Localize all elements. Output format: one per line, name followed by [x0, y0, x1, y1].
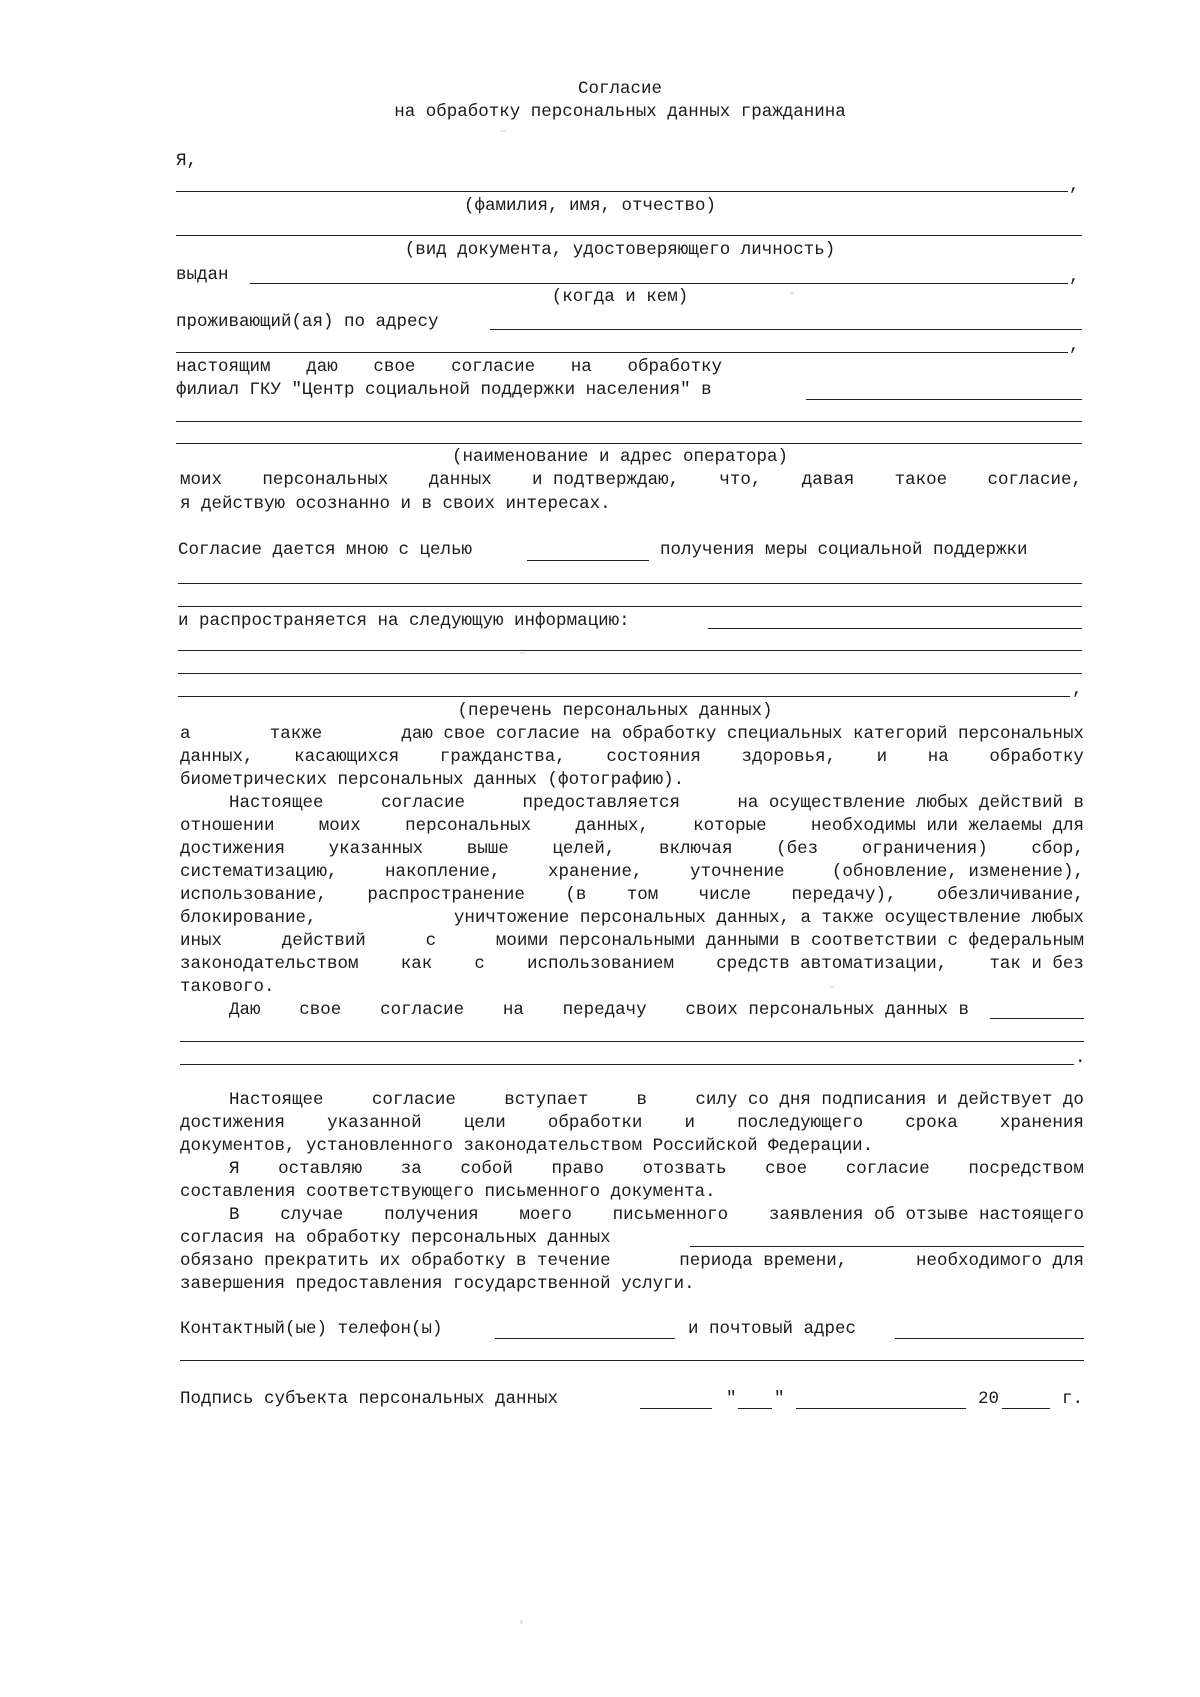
actions-line-9: такового.	[180, 977, 275, 997]
withdrawal-operator-line[interactable]	[690, 1246, 1084, 1247]
ya-label: Я,	[176, 151, 198, 171]
transfer-text: Даю свое согласие на передачу своих персональных данных в	[229, 1000, 969, 1020]
consent-intro: настоящим даю свое согласие на обработку	[176, 357, 722, 377]
actions-line-5: использование, распространение (в том числе передачу), обезличивание,	[180, 885, 1084, 905]
phone-line[interactable]	[495, 1338, 675, 1339]
withdrawal-line-1: В случае получения моего письменного заявления об отзыве настоящего	[229, 1205, 1084, 1225]
address-line-2[interactable]	[176, 352, 1068, 353]
actions-line-6: блокирование, уничтожение персональных данных, а также осуществление любых	[180, 908, 1084, 928]
address-label: проживающий(ая) по адресу	[176, 312, 439, 332]
branch-label: филиал ГКУ "Центр социальной поддержки населения" в	[176, 380, 712, 400]
actions-line-7: иных действий с моими персональными данными в соответствии с федеральным	[180, 931, 1084, 951]
scan-speck	[500, 130, 506, 132]
purpose-line[interactable]	[527, 560, 649, 561]
transfer-line-3[interactable]	[180, 1064, 1074, 1065]
withdrawal-line-2: согласия на обработку персональных данных	[180, 1228, 611, 1248]
operator-caption: (наименование и адрес оператора)	[451, 447, 789, 467]
address-comma: ,	[1069, 336, 1080, 356]
document-subtitle: на обработку персональных данных гражданина	[394, 102, 846, 122]
special-data-line-3: биометрических персональных данных (фотографию).	[180, 770, 685, 790]
info-label: и распространяется на следующую информацию:	[178, 611, 630, 631]
scan-speck	[790, 292, 794, 295]
purpose-line-3[interactable]	[178, 606, 1082, 607]
purpose-line-2[interactable]	[178, 583, 1082, 584]
actions-line-8: законодательством как с использованием средств автоматизации, так и без	[180, 954, 1084, 974]
id-document-line[interactable]	[176, 235, 1082, 236]
when-caption: (когда и кем)	[551, 287, 689, 307]
signature-label: Подпись субъекта персональных данных	[180, 1389, 559, 1409]
issued-line[interactable]	[250, 283, 1068, 284]
special-data-line-2: данных, касающихся гражданства, состояния здоровья, и на обработку	[180, 747, 1084, 767]
quote-close: "	[774, 1389, 785, 1409]
validity-line-2: достижения указанной цели обработки и последующего срока хранения	[180, 1113, 1084, 1133]
day-line[interactable]	[738, 1408, 772, 1409]
revoke-line-1: Я оставляю за собой право отозвать свое согласие посредством	[229, 1159, 1084, 1179]
withdrawal-line-3: обязано прекратить их обработку в течение периода времени, необходимого для	[180, 1251, 1084, 1271]
list-caption: (перечень персональных данных)	[457, 701, 773, 721]
id-document-caption: (вид документа, удостоверяющего личность)	[404, 240, 836, 260]
operator-line-1[interactable]	[176, 421, 1082, 422]
operator-line-2[interactable]	[176, 443, 1082, 444]
consent-para-line-2: я действую осознанно и в своих интересах.	[180, 494, 611, 514]
year-suffix: г.	[1062, 1389, 1084, 1409]
validity-line-3: документов, установленного законодательством Российской Федерации.	[180, 1136, 874, 1156]
contact-line-2[interactable]	[180, 1360, 1084, 1361]
info-comma: ,	[1072, 680, 1083, 700]
consent-para-line-1: моих персональных данных и подтверждаю, что, давая такое согласие,	[180, 470, 1082, 490]
document-title: Согласие	[577, 79, 662, 99]
info-line-1[interactable]	[708, 628, 1082, 629]
transfer-period: .	[1075, 1048, 1086, 1068]
transfer-line-1[interactable]	[990, 1018, 1084, 1019]
actions-line-4: систематизацию, накопление, хранение, уточнение (обновление, изменение),	[180, 862, 1084, 882]
mail-label: и почтовый адрес	[688, 1319, 857, 1339]
actions-line-3: достижения указанных выше целей, включая (без ограничения) сбор,	[180, 839, 1084, 859]
info-line-2[interactable]	[178, 650, 1082, 651]
mail-line[interactable]	[895, 1338, 1084, 1339]
year-prefix: 20	[978, 1389, 1000, 1409]
info-line-4[interactable]	[178, 696, 1070, 697]
signature-line[interactable]	[640, 1408, 712, 1409]
validity-line-1: Настоящее согласие вступает в силу со дня подписания и действует до	[229, 1090, 1084, 1110]
special-data-line-1: а также даю свое согласие на обработку специальных категорий персональных	[180, 724, 1084, 744]
issued-comma: ,	[1069, 267, 1080, 287]
phone-label: Контактный(ые) телефон(ы)	[180, 1319, 443, 1339]
scan-speck	[830, 986, 834, 988]
month-line[interactable]	[796, 1408, 966, 1409]
withdrawal-line-4: завершения предоставления государственной услуги.	[180, 1274, 695, 1294]
scan-speck	[520, 652, 525, 654]
purpose-text: получения меры социальной поддержки	[660, 540, 1028, 560]
fio-caption: (фамилия, имя, отчество)	[463, 196, 717, 216]
year-line[interactable]	[1002, 1408, 1050, 1409]
revoke-line-2: составления соответствующего письменного документа.	[180, 1182, 716, 1202]
branch-line[interactable]	[806, 399, 1082, 400]
fio-comma: ,	[1069, 176, 1080, 196]
quote-open: "	[726, 1389, 737, 1409]
actions-line-1: Настоящее согласие предоставляется на осуществление любых действий в	[229, 793, 1084, 813]
transfer-line-2[interactable]	[180, 1041, 1084, 1042]
actions-line-2: отношении моих персональных данных, которые необходимы или желаемы для	[180, 816, 1084, 836]
address-line-1[interactable]	[490, 329, 1082, 330]
purpose-label: Согласие дается мною с целью	[178, 540, 473, 560]
scan-speck	[520, 1620, 523, 1624]
fio-line[interactable]	[176, 191, 1068, 192]
info-line-3[interactable]	[178, 673, 1082, 674]
issued-label: выдан	[176, 265, 229, 285]
